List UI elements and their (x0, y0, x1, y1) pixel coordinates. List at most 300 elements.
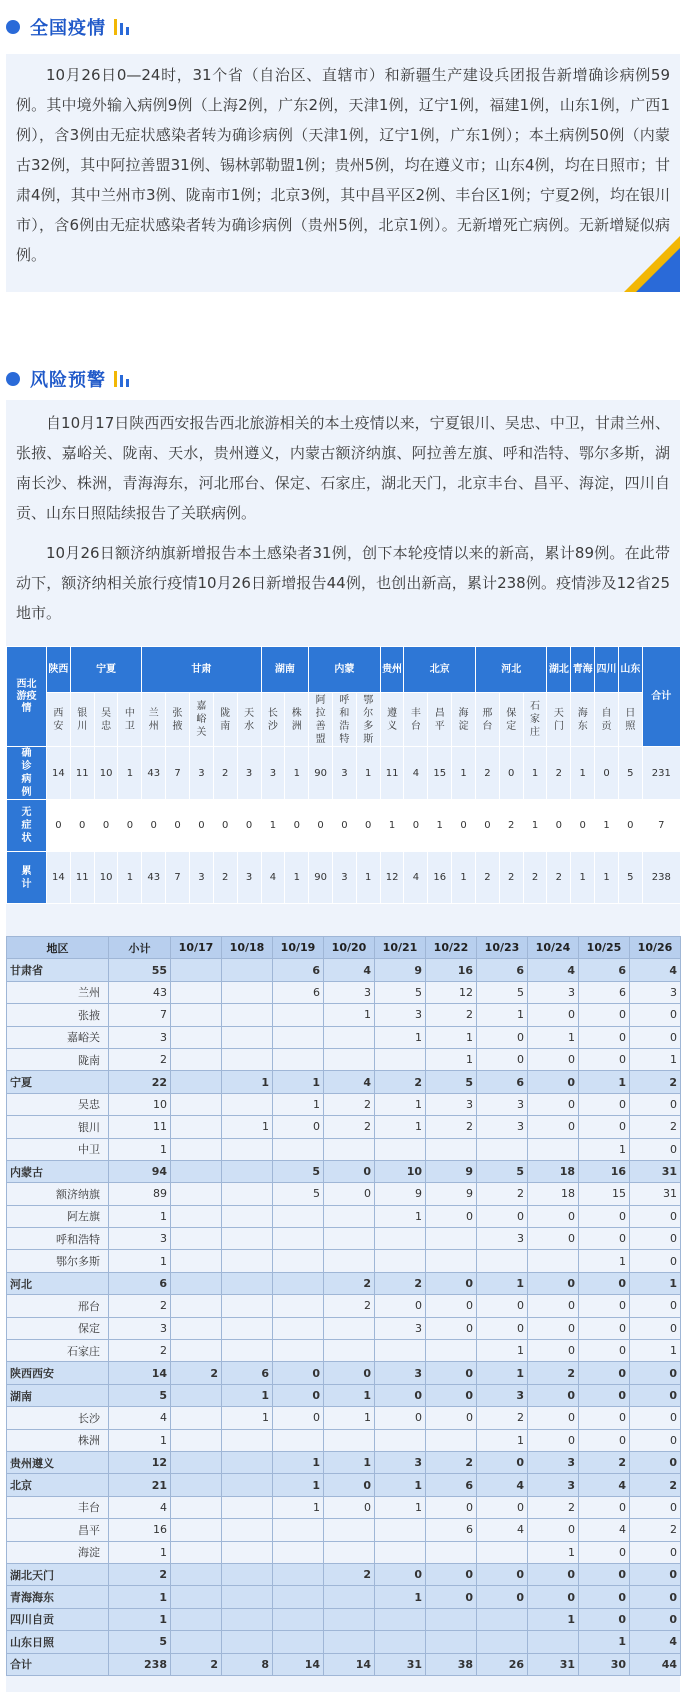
risk-paragraph-1: 自10月17日陕西西安报告西北旅游相关的本土疫情以来，宁夏银川、吴忠、中卫，甘肃兰州、张掖、嘉峪关、陇南、天水，贵州遵义，内蒙古额济纳旗、阿拉善左旗、呼和浩特、鄂尔多斯，湖南长沙、株洲，青海海东，河北邢台、保定、石家庄，湖北天门，北京丰台、昌平、海淀，四川自贡、山东日照陆续报告了关联病例。 (16, 414, 670, 522)
summary-value: 0 (618, 800, 642, 852)
summary-value: 1 (285, 852, 309, 904)
case-count: 1 (273, 1093, 324, 1115)
city-header: 张掖 (166, 693, 190, 747)
summary-value: 5 (618, 852, 642, 904)
case-count: 2 (426, 1116, 477, 1138)
case-count: 4 (109, 1407, 171, 1429)
case-count: 0 (528, 1048, 579, 1070)
case-count: 1 (109, 1250, 171, 1272)
summary-value: 2 (523, 852, 547, 904)
case-count: 1 (109, 1586, 171, 1608)
summary-value: 3 (261, 747, 285, 800)
city-row (7, 1496, 681, 1518)
case-count: 0 (579, 1317, 630, 1339)
case-count (171, 1563, 222, 1585)
case-count (273, 1317, 324, 1339)
case-count: 1 (477, 1004, 528, 1026)
case-count: 0 (528, 1407, 579, 1429)
city-row (7, 1250, 681, 1272)
case-count (528, 1250, 579, 1272)
case-count: 3 (109, 1228, 171, 1250)
case-count (273, 1631, 324, 1653)
summary-value: 1 (261, 800, 285, 852)
column-header: 10/22 (426, 937, 477, 959)
summary-value: 14 (47, 852, 71, 904)
city-header: 日照 (618, 693, 642, 747)
case-count (273, 1586, 324, 1608)
case-count: 6 (426, 1519, 477, 1541)
case-count (222, 1250, 273, 1272)
case-count: 31 (375, 1653, 426, 1675)
city-header: 阿拉善盟 (309, 693, 333, 747)
region-name: 湖北天门 (7, 1563, 109, 1585)
case-count: 0 (324, 1183, 375, 1205)
case-count: 0 (630, 1004, 681, 1026)
summary-value: 1 (118, 852, 142, 904)
case-count (324, 1429, 375, 1451)
summary-value: 0 (166, 800, 190, 852)
summary-value: 2 (213, 747, 237, 800)
summary-value: 0 (309, 800, 333, 852)
case-count: 0 (630, 1608, 681, 1630)
region-name: 阿左旗 (7, 1205, 109, 1227)
case-count: 238 (109, 1653, 171, 1675)
case-count: 3 (375, 1362, 426, 1384)
summary-value: 11 (380, 747, 404, 800)
case-count: 1 (109, 1138, 171, 1160)
summary-value: 0 (94, 800, 118, 852)
case-count (171, 1004, 222, 1026)
case-count (375, 1541, 426, 1563)
case-count: 11 (109, 1116, 171, 1138)
case-count: 9 (426, 1160, 477, 1182)
column-header: 10/26 (630, 937, 681, 959)
summary-value: 0 (118, 800, 142, 852)
case-count (171, 1608, 222, 1630)
region-name: 湖南 (7, 1384, 109, 1406)
case-count: 0 (528, 1295, 579, 1317)
city-row (7, 1228, 681, 1250)
region-name: 中卫 (7, 1138, 109, 1160)
case-count (273, 1608, 324, 1630)
case-count: 0 (477, 1048, 528, 1070)
summary-value: 1 (452, 747, 476, 800)
case-count (222, 1004, 273, 1026)
case-count: 1 (375, 1026, 426, 1048)
province-row (7, 1586, 681, 1608)
city-row (7, 1295, 681, 1317)
case-count: 1 (375, 1116, 426, 1138)
case-count (222, 1183, 273, 1205)
case-count: 1 (426, 1026, 477, 1048)
summary-value: 0 (499, 747, 523, 800)
case-count (171, 1340, 222, 1362)
case-count: 0 (528, 1004, 579, 1026)
case-count (171, 1519, 222, 1541)
case-count: 5 (477, 981, 528, 1003)
case-count: 2 (324, 1295, 375, 1317)
case-count: 1 (630, 1272, 681, 1294)
case-count (273, 1228, 324, 1250)
summary-value: 2 (499, 800, 523, 852)
bullet-icon (6, 372, 20, 386)
province-row (7, 1474, 681, 1496)
summary-value: 7 (642, 800, 680, 852)
case-count: 0 (630, 1407, 681, 1429)
city-row (7, 981, 681, 1003)
province-header: 宁夏 (70, 647, 141, 693)
daily-cases-table (6, 936, 681, 1676)
case-count: 2 (324, 1093, 375, 1115)
case-count (222, 1519, 273, 1541)
case-count: 16 (426, 959, 477, 981)
case-count: 3 (109, 1026, 171, 1048)
case-count: 1 (273, 1474, 324, 1496)
case-count (324, 1228, 375, 1250)
case-count (171, 1317, 222, 1339)
case-count (222, 1429, 273, 1451)
case-count (222, 1340, 273, 1362)
city-row (7, 1429, 681, 1451)
case-count: 0 (630, 1496, 681, 1518)
case-count: 1 (109, 1429, 171, 1451)
column-header: 10/17 (171, 937, 222, 959)
case-count (324, 1250, 375, 1272)
case-count: 0 (579, 1272, 630, 1294)
case-count: 0 (579, 1340, 630, 1362)
case-count: 0 (375, 1563, 426, 1585)
case-count: 0 (426, 1563, 477, 1585)
case-count: 1 (222, 1116, 273, 1138)
case-count: 0 (375, 1384, 426, 1406)
summary-value: 14 (47, 747, 71, 800)
case-count: 1 (630, 1340, 681, 1362)
summary-value: 1 (595, 852, 619, 904)
summary-data-row (7, 747, 681, 800)
province-row (7, 1451, 681, 1473)
province-row (7, 1608, 681, 1630)
case-count (375, 1519, 426, 1541)
case-count (222, 1451, 273, 1473)
case-count: 0 (324, 1474, 375, 1496)
case-count: 1 (579, 1138, 630, 1160)
summary-value: 1 (523, 800, 547, 852)
case-count (171, 1429, 222, 1451)
case-count (222, 1228, 273, 1250)
city-header: 海淀 (452, 693, 476, 747)
case-count: 0 (579, 1093, 630, 1115)
case-count: 0 (528, 1228, 579, 1250)
city-row (7, 1138, 681, 1160)
case-count (171, 1116, 222, 1138)
bullet-icon (6, 20, 20, 34)
city-row (7, 1048, 681, 1070)
case-count: 10 (109, 1093, 171, 1115)
summary-value: 1 (118, 747, 142, 800)
case-count: 0 (630, 1026, 681, 1048)
region-name: 山东日照 (7, 1631, 109, 1653)
case-count: 0 (273, 1407, 324, 1429)
case-count: 3 (528, 981, 579, 1003)
case-count (171, 1631, 222, 1653)
case-count (477, 1541, 528, 1563)
table-corner-label: 西北游疫情 (7, 647, 47, 747)
case-count (426, 1541, 477, 1563)
column-header: 10/24 (528, 937, 579, 959)
case-count: 0 (579, 1608, 630, 1630)
case-count (324, 1586, 375, 1608)
case-count: 0 (426, 1362, 477, 1384)
region-name: 鄂尔多斯 (7, 1250, 109, 1272)
case-count: 0 (579, 1541, 630, 1563)
case-count (477, 1631, 528, 1653)
case-count: 2 (171, 1362, 222, 1384)
city-header: 株洲 (285, 693, 309, 747)
case-count (528, 1138, 579, 1160)
case-count: 0 (630, 1541, 681, 1563)
case-count: 1 (477, 1429, 528, 1451)
summary-value: 0 (70, 800, 94, 852)
case-count (222, 959, 273, 981)
case-count: 3 (477, 1228, 528, 1250)
case-count: 0 (579, 1563, 630, 1585)
row-label: 无症状 (7, 800, 47, 852)
case-count: 2 (324, 1272, 375, 1294)
case-count: 0 (324, 1496, 375, 1518)
case-count: 5 (477, 1160, 528, 1182)
case-count: 0 (426, 1384, 477, 1406)
case-count: 21 (109, 1474, 171, 1496)
bar-chart-icon (114, 19, 132, 35)
case-count: 2 (630, 1071, 681, 1093)
case-count (171, 1295, 222, 1317)
region-name: 保定 (7, 1317, 109, 1339)
case-count: 0 (528, 1071, 579, 1093)
case-count: 16 (579, 1160, 630, 1182)
case-count: 16 (109, 1519, 171, 1541)
city-header: 陇南 (213, 693, 237, 747)
city-header: 丰台 (404, 693, 428, 747)
region-name: 陕西西安 (7, 1362, 109, 1384)
city-header: 天门 (547, 693, 571, 747)
city-row (7, 1004, 681, 1026)
case-count (171, 1496, 222, 1518)
province-header-row (7, 647, 681, 693)
case-count (426, 1228, 477, 1250)
case-count: 6 (109, 1272, 171, 1294)
case-count: 0 (630, 1362, 681, 1384)
case-count: 0 (426, 1496, 477, 1518)
city-row (7, 1407, 681, 1429)
case-count (171, 1228, 222, 1250)
case-count: 1 (109, 1608, 171, 1630)
region-name: 丰台 (7, 1496, 109, 1518)
case-count: 3 (477, 1093, 528, 1115)
case-count: 1 (273, 1496, 324, 1518)
city-header: 邢台 (475, 693, 499, 747)
column-header: 10/19 (273, 937, 324, 959)
case-count (171, 1160, 222, 1182)
region-name: 长沙 (7, 1407, 109, 1429)
case-count: 0 (375, 1295, 426, 1317)
case-count: 0 (477, 1295, 528, 1317)
case-count: 6 (273, 981, 324, 1003)
column-header: 地区 (7, 937, 109, 959)
city-header: 嘉峪关 (189, 693, 213, 747)
case-count: 0 (579, 1295, 630, 1317)
summary-value: 10 (94, 747, 118, 800)
case-count: 9 (375, 1183, 426, 1205)
region-name: 邢台 (7, 1295, 109, 1317)
case-count (171, 1026, 222, 1048)
case-count: 44 (630, 1653, 681, 1675)
case-count: 0 (630, 1317, 681, 1339)
case-count: 4 (109, 1496, 171, 1518)
case-count (324, 1541, 375, 1563)
summary-value: 1 (356, 747, 380, 800)
case-count (426, 1340, 477, 1362)
summary-value: 3 (333, 852, 357, 904)
case-count: 5 (273, 1183, 324, 1205)
case-count: 5 (109, 1384, 171, 1406)
city-header: 天水 (237, 693, 261, 747)
case-count: 0 (630, 1429, 681, 1451)
case-count: 2 (528, 1362, 579, 1384)
case-count: 6 (222, 1362, 273, 1384)
summary-value: 0 (333, 800, 357, 852)
case-count: 0 (630, 1250, 681, 1272)
section-title-national: 全国疫情 (30, 18, 106, 39)
province-header: 山东 (618, 647, 642, 693)
case-count: 14 (273, 1653, 324, 1675)
case-count: 0 (630, 1384, 681, 1406)
summary-value: 238 (642, 852, 680, 904)
summary-value: 1 (356, 852, 380, 904)
case-count (324, 1631, 375, 1653)
case-count: 4 (579, 1474, 630, 1496)
summary-value: 4 (404, 852, 428, 904)
case-count: 0 (579, 1004, 630, 1026)
region-name: 石家庄 (7, 1340, 109, 1362)
column-header: 10/18 (222, 937, 273, 959)
case-count: 5 (273, 1160, 324, 1182)
case-count: 0 (528, 1272, 579, 1294)
case-count: 3 (528, 1451, 579, 1473)
case-count: 0 (528, 1093, 579, 1115)
province-header: 陕西 (47, 647, 71, 693)
province-row (7, 1160, 681, 1182)
case-count: 9 (426, 1183, 477, 1205)
case-count: 0 (630, 1093, 681, 1115)
summary-value: 7 (166, 852, 190, 904)
city-header: 海东 (571, 693, 595, 747)
case-count (324, 1026, 375, 1048)
summary-data-row (7, 800, 681, 852)
province-row (7, 1362, 681, 1384)
province-header: 内蒙 (309, 647, 380, 693)
case-count (222, 1295, 273, 1317)
case-count: 1 (375, 1586, 426, 1608)
region-name: 合计 (7, 1653, 109, 1675)
case-count (426, 1608, 477, 1630)
case-count: 1 (528, 1026, 579, 1048)
case-count: 2 (426, 1004, 477, 1026)
region-name: 甘肃省 (7, 959, 109, 981)
case-count: 0 (426, 1205, 477, 1227)
column-header: 小计 (109, 937, 171, 959)
case-count: 14 (324, 1653, 375, 1675)
summary-value: 0 (452, 800, 476, 852)
case-count (273, 1541, 324, 1563)
province-row (7, 959, 681, 981)
case-count: 9 (375, 959, 426, 981)
case-count: 0 (579, 1429, 630, 1451)
city-header: 呼和浩特 (333, 693, 357, 747)
case-count (426, 1429, 477, 1451)
case-count: 5 (426, 1071, 477, 1093)
case-count: 2 (528, 1496, 579, 1518)
case-count: 1 (109, 1541, 171, 1563)
province-header: 青海 (571, 647, 595, 693)
case-count: 1 (630, 1048, 681, 1070)
case-count: 2 (375, 1071, 426, 1093)
case-count: 1 (477, 1272, 528, 1294)
city-row (7, 1317, 681, 1339)
case-count (273, 1004, 324, 1026)
province-header: 甘肃 (142, 647, 261, 693)
case-count: 3 (375, 1004, 426, 1026)
case-count: 0 (477, 1451, 528, 1473)
city-header: 长沙 (261, 693, 285, 747)
case-count: 0 (579, 1362, 630, 1384)
province-header: 河北 (475, 647, 546, 693)
case-count: 1 (273, 1451, 324, 1473)
case-count: 2 (477, 1407, 528, 1429)
region-name: 株洲 (7, 1429, 109, 1451)
case-count: 7 (109, 1004, 171, 1026)
summary-value: 43 (142, 852, 166, 904)
summary-value: 90 (309, 747, 333, 800)
summary-value: 2 (547, 747, 571, 800)
case-count: 22 (109, 1071, 171, 1093)
case-count (222, 1205, 273, 1227)
case-count: 0 (579, 1407, 630, 1429)
case-count (477, 1608, 528, 1630)
case-count: 1 (579, 1250, 630, 1272)
case-count (324, 1048, 375, 1070)
summary-value: 0 (237, 800, 261, 852)
case-count: 4 (528, 959, 579, 981)
case-count: 3 (109, 1317, 171, 1339)
summary-value: 2 (499, 852, 523, 904)
summary-value: 0 (595, 747, 619, 800)
case-count (171, 1183, 222, 1205)
case-count: 0 (579, 1116, 630, 1138)
case-count: 0 (324, 1160, 375, 1182)
province-row (7, 1071, 681, 1093)
summary-value: 3 (333, 747, 357, 800)
case-count: 0 (630, 1451, 681, 1473)
case-count: 2 (109, 1340, 171, 1362)
table-header-row (7, 937, 681, 959)
case-count (171, 1586, 222, 1608)
case-count (222, 1160, 273, 1182)
case-count: 6 (579, 959, 630, 981)
summary-value: 0 (356, 800, 380, 852)
case-count: 0 (630, 1205, 681, 1227)
case-count: 0 (630, 1228, 681, 1250)
region-name: 陇南 (7, 1048, 109, 1070)
